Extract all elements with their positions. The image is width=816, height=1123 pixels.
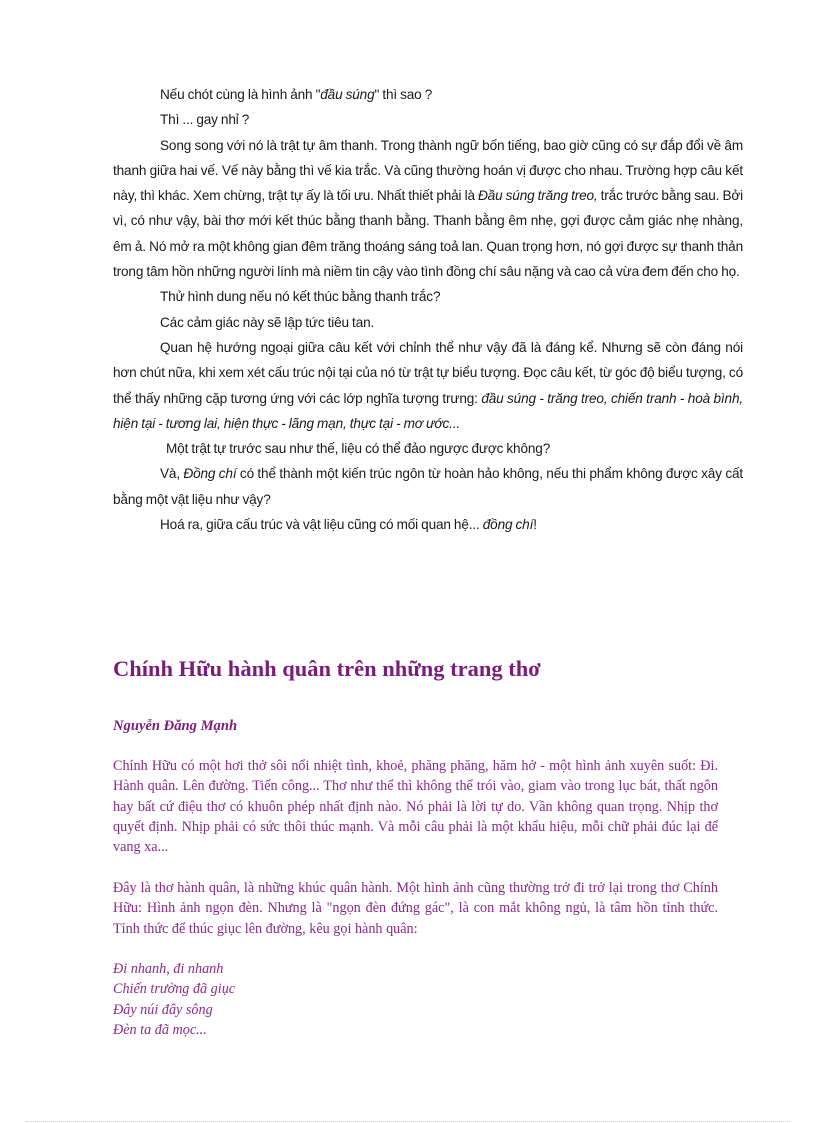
paragraph	[113, 335, 743, 436]
paragraph	[113, 82, 743, 107]
text-run: có thể thành một kiến trúc ngôn từ hoàn hảo không, nếu thi phẩm không được xây cất bằng một vật liệu như vậy?	[113, 466, 744, 507]
emphasis: đầu súng - trăng treo, chiến tranh - hoà bình, hiện tại - tương lai, hiện thực - lãng mạn, thực tại - mơ ước...	[113, 390, 743, 431]
poem-excerpt	[113, 959, 718, 1040]
text-run: Hoá ra, giữa cấu trúc và vật liệu cũng có mối quan hệ...	[160, 517, 483, 533]
text-run: Quan hệ hướng ngoại giữa câu kết với chỉnh thể như vậy đã là đáng kể. Nhưng sẽ còn đáng nói hơn chút nữa, khi xem xét cấu trúc nội tại của nó từ trật tự biểu tượng. Đọc câu kết, từ góc độ biểu tượng, có thể thấy những cặp tương ứng với các lớp nghĩa tượng trưng:	[113, 339, 743, 406]
text-run: Nếu chót cùng là hình ảnh "	[160, 87, 321, 102]
text-run: trắc trước bằng sau. Bởi vì, có như vậy, bài thơ mới kết thúc bằng thanh bằng. Thanh bằng êm nhẹ, gợi được cảm giác nhẹ nhàng, êm ả. Nó mở ra một không gian đêm trăng thoáng sáng toả lan. Quan trọng hơn, nó gợi được sự thanh thản trong tâm hồn những người lính mà niềm tin cậy vào tình đồng chí sâu nặng và cao cả vừa đem đến cho họ.	[113, 188, 743, 280]
emphasis: đồng chí	[482, 517, 534, 533]
poem-line: Đây núi đây sông	[113, 1001, 213, 1018]
emphasis: Đầu súng trăng treo,	[478, 188, 598, 204]
text-run: Song song với nó là trật tự âm thanh. Trong thành ngữ bốn tiếng, bao giờ cũng có sự đắp đổi về âm thanh giữa hai vế. Vế này bằng thì vế kia trắc. Và cũng thường hoán vị được cho nhau. Trường hợp câu kết này, thì khác. Xem chừng, trật tự ấy là tối ưu. Nhất thiết phải là	[113, 137, 743, 204]
article-author: Nguyễn Đăng Mạnh	[113, 718, 238, 734]
article-title: Chính Hữu hành quân trên những trang thơ	[113, 656, 541, 681]
article-body	[113, 756, 718, 1040]
poem-line: Chiến trường đã giục	[113, 981, 236, 998]
emphasis: Đồng chí	[183, 466, 237, 482]
paragraph	[113, 133, 743, 285]
text-run: !	[533, 517, 537, 533]
paragraph: Một trật tự trước sau như thế, liệu có thể đảo ngược được không?	[166, 441, 551, 457]
poem-line: Đèn ta đã mọc...	[113, 1021, 207, 1038]
paragraph: Thì ... gay nhỉ ?	[160, 112, 250, 128]
paragraph: Thử hình dung nếu nó kết thúc bằng thanh trắc?	[160, 289, 441, 305]
paragraph: Các cảm giác này sẽ lập tức tiêu tan.	[160, 314, 375, 330]
paragraph: Chính Hữu có một hơi thở sôi nổi nhiệt tình, khoẻ, phăng phăng, hăm hở - một hình ảnh xuyên suốt: Đi. Hành quân. Lên đường. Tiến công... Thơ như thế thì không thể trói vào, giam vào trong lục bát, thất ngôn hay bất cứ điệu thơ có khuôn phép nhất định nào. Nó phải là lời tự do. Vần không quan trọng. Nhịp thơ quyết định. Nhịp phải có sức thôi thúc mạnh. Và mỗi câu phải là một khẩu hiệu, mỗi chữ phải đúc lại để vang xa...	[113, 758, 718, 856]
poem-line: Đi nhanh, đi nhanh	[113, 961, 224, 977]
essay-continuation	[113, 82, 743, 537]
footer-divider	[26, 1121, 790, 1122]
paragraph	[113, 461, 743, 512]
emphasis: đầu súng	[320, 87, 375, 102]
paragraph: Đây là thơ hành quân, là những khúc quân hành. Một hình ảnh cũng thường trở đi trở lại trong thơ Chính Hữu: Hình ảnh ngọn đèn. Nhưng là "ngọn đèn đứng gác", là con mắt không ngủ, là tâm hồn tỉnh thức. Tỉnh thức để thúc giục lên đường, kêu gọi hành quân:	[113, 880, 718, 937]
text-run: " thì sao ?	[374, 87, 433, 102]
text-run: Và,	[160, 466, 184, 482]
paragraph	[113, 512, 743, 537]
